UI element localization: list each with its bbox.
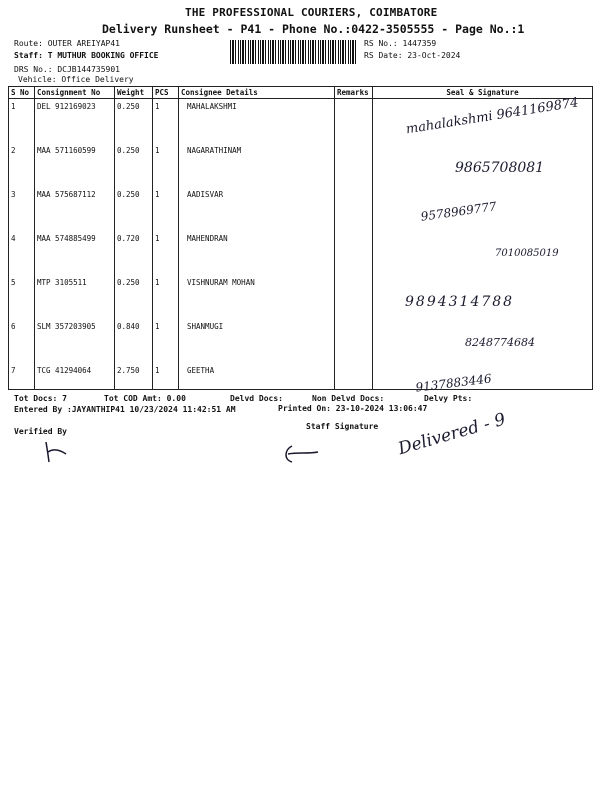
table-row: [9, 363, 593, 390]
verified-by-signature: [40, 440, 80, 464]
table-row: [9, 187, 593, 231]
row-consignment: MTP 3105511: [35, 275, 115, 319]
row-sno: 2: [9, 143, 35, 187]
table-header-row: [9, 87, 593, 99]
col-pcs: PCS: [153, 87, 179, 99]
delivered-docs: Delvd Docs:: [230, 394, 283, 403]
row-pcs: 1: [153, 275, 179, 319]
col-consignment: Consignment No: [35, 87, 115, 99]
staff-label: Staff: T MUTHUR BOOKING OFFICE: [14, 51, 159, 60]
entered-by: Entered By :JAYANTHIP41 10/23/2024 11:42:51 AM: [14, 405, 236, 414]
row-weight: 0.840: [115, 319, 153, 363]
col-consignee: Consignee Details: [179, 87, 335, 99]
runsheet-table: [8, 86, 593, 395]
row-sno: 3: [9, 187, 35, 231]
signature-3: 9578969777: [419, 199, 498, 224]
table-row: [9, 319, 593, 363]
row-consignment: DEL 912169023: [35, 99, 115, 144]
table-row: [9, 143, 593, 187]
rs-number: RS No.: 1447359: [364, 39, 437, 48]
row-consignee: NAGARATHINAM: [179, 143, 335, 187]
row-pcs: 1: [153, 319, 179, 363]
signature-5: 9894314788: [405, 294, 515, 310]
row-remarks: [335, 99, 373, 144]
row-signature: [373, 187, 593, 231]
row-sno: 1: [9, 99, 35, 144]
signature-6: 8248774684: [465, 336, 535, 349]
row-signature: [373, 231, 593, 275]
staff-signature-label: Staff Signature: [306, 422, 379, 431]
row-signature: [373, 143, 593, 187]
row-weight: 2.750: [115, 363, 153, 390]
row-consignment: TCG 41294064: [35, 363, 115, 390]
row-signature: [373, 275, 593, 319]
table-row: [9, 99, 593, 144]
row-remarks: [335, 363, 373, 390]
printed-on: Printed On: 23-10-2024 13:06:47: [278, 404, 428, 413]
row-sno: 5: [9, 275, 35, 319]
row-remarks: [335, 231, 373, 275]
row-signature: [373, 363, 593, 395]
row-consignment: SLM 357203905: [35, 319, 115, 363]
runsheet-title: Delivery Runsheet - P41 - Phone No.:0422-3505555 - Page No.:1: [102, 22, 525, 36]
row-consignee: SHANMUGI: [179, 319, 335, 363]
row-weight: 0.250: [115, 275, 153, 319]
col-remarks: Remarks: [335, 87, 373, 99]
vehicle-label: Vehicle: Office Delivery: [18, 75, 134, 84]
row-sno: 4: [9, 231, 35, 275]
row-pcs: 1: [153, 143, 179, 187]
company-title: THE PROFESSIONAL COURIERS, COIMBATORE: [185, 6, 438, 19]
row-remarks: [335, 319, 373, 363]
row-signature: [373, 95, 593, 144]
delivery-points: Delvy Pts:: [424, 394, 473, 403]
row-remarks: [335, 275, 373, 319]
total-cod-amount: Tot COD Amt: 0.00: [104, 394, 186, 403]
row-pcs: 1: [153, 99, 179, 144]
row-sno: 6: [9, 319, 35, 363]
row-pcs: 1: [153, 231, 179, 275]
signature-7: 9137883446: [414, 371, 493, 395]
delivered-note: Delivered - 9: [396, 409, 508, 460]
barcode: [230, 40, 358, 64]
row-weight: 0.720: [115, 231, 153, 275]
col-weight: Weight: [115, 87, 153, 99]
total-docs: Tot Docs: 7: [14, 394, 67, 403]
table-row: [9, 231, 593, 275]
table-row: [9, 275, 593, 319]
row-consignee: AADISVAR: [179, 187, 335, 231]
non-delivered-docs: Non Delvd Docs:: [312, 394, 385, 403]
staff-signature-mark: [278, 440, 328, 468]
row-pcs: 1: [153, 187, 179, 231]
row-weight: 0.250: [115, 143, 153, 187]
row-weight: 0.250: [115, 99, 153, 144]
row-consignment: MAA 574885499: [35, 231, 115, 275]
row-signature: [373, 319, 593, 363]
signature-4: 7010085019: [495, 248, 559, 259]
row-remarks: [335, 187, 373, 231]
row-consignment: MAA 575687112: [35, 187, 115, 231]
row-consignment: MAA 571160599: [35, 143, 115, 187]
row-sno: 7: [9, 363, 35, 390]
row-consignee: MAHENDRAN: [179, 231, 335, 275]
signature-2: 9865708081: [455, 160, 545, 176]
row-remarks: [335, 143, 373, 187]
route-label: Route: OUTER AREIYAP41: [14, 39, 120, 48]
row-consignee: VISHNURAM MOHAN: [179, 275, 335, 319]
row-weight: 0.250: [115, 187, 153, 231]
col-signature: Seal & Signature: [373, 87, 593, 99]
verified-by-label: Verified By: [14, 427, 67, 436]
signature-1: mahalakshmi 9641169874: [404, 95, 580, 138]
col-sno: S No: [9, 87, 35, 99]
row-consignee: GEETHA: [179, 363, 335, 390]
row-consignee: MAHALAKSHMI: [179, 99, 335, 144]
drs-number: DRS No.: DCJB144735901: [14, 65, 120, 74]
rs-date: RS Date: 23-Oct-2024: [364, 51, 461, 60]
row-pcs: 1: [153, 363, 179, 390]
